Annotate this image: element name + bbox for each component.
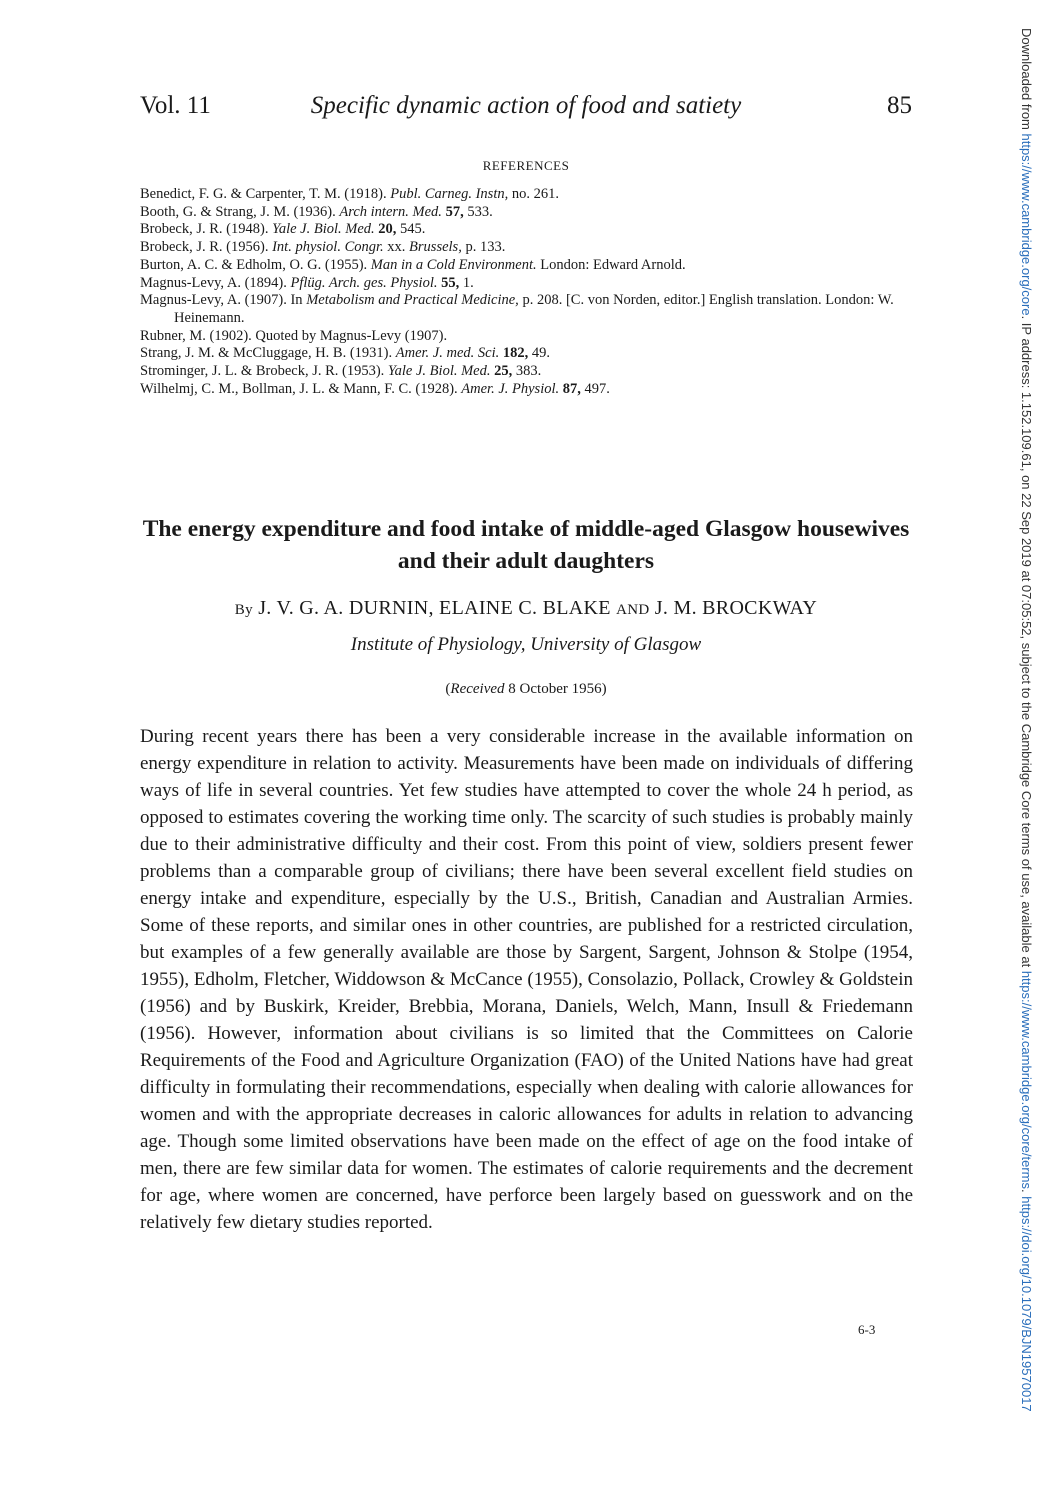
page-number: 85 bbox=[887, 92, 912, 119]
notice-sep: . bbox=[1019, 1189, 1034, 1197]
reference-detail: no. 261. bbox=[508, 186, 559, 202]
reference-pages: 49. bbox=[528, 345, 550, 362]
reference-authors: Rubner, M. (1902). Quoted by Magnus-Levy (1907). bbox=[140, 327, 448, 344]
reference-authors: Strang, J. M. & McCluggage, H. B. (1931). bbox=[140, 345, 396, 362]
and-label: AND bbox=[616, 602, 650, 618]
reference-place: Brussels, bbox=[409, 239, 462, 256]
by-label: By bbox=[234, 602, 253, 618]
reference-authors: Wilhelmj, C. M., Bollman, J. L. & Mann, F. C. (1928). bbox=[140, 380, 462, 397]
body-paragraph: During recent years there has been a very considerable increase in the available information on energy expenditure in relation to activity. Measurements have been made on individuals of differing ways of life in several countries. Yet few studies have attempted to cover the whole 24 h period, as opposed to estimates covering the working time only. The scarcity of such studies is probably mainly due to their administrative difficulty and their cost. From this point of view, soldiers present fewer problems than a comparable group of civilians; there have been several excellent field studies on energy intake and expenditure, especially by the U.S., British, Canadian and Australian Armies. Some of these reports, and similar ones in other countries, are published for a restricted circulation, but examples of a few generally available are those by Sargent, Sargent, Johnson & Stolpe (1954, 1955), Edholm, Fletcher, Widdowson & McCance (1955), Consolazio, Pollack, Crowley & Goldstein (1956) and by Buskirk, Kreider, Brebbia, Morana, Daniels, Welch, Mann, Insull & Friedemann (1956). However, information about civilians is so limited that the Committees on Calorie Requirements of the Food and Agriculture Organization (FAO) of the United Nations have had great difficulty in formulating their recommendations, especially when dealing with calorie allowances for women and with the appropriate decreases in caloric allowances for adults in relation to advancing age. Though some limited observations have been made on the effect of age on the food intake of men, there are few similar data for women. The estimates of calorie requirements and the decrement for age, where women are concerned, have perforce been largely based on guesswork and on the relatively few dietary studies reported. bbox=[140, 726, 913, 1233]
core-link[interactable]: https://www.cambridge.org/core bbox=[1019, 133, 1034, 316]
affiliation: Institute of Physiology, University of Glasgow bbox=[350, 634, 702, 655]
reference-pages: 1. bbox=[459, 274, 474, 291]
reference-authors: Strominger, J. L. & Brobeck, J. R. (1953). bbox=[140, 363, 388, 380]
reference-journal: Yale J. Biol. Med. bbox=[387, 363, 491, 380]
reference-detail: xx. bbox=[383, 239, 410, 256]
reference-detail: London: Edward Arnold. bbox=[536, 256, 686, 273]
reference-journal: Amer. J. Physiol. bbox=[461, 380, 560, 397]
notice-prefix: Downloaded from bbox=[1019, 28, 1034, 134]
reference-pages: 533. bbox=[463, 203, 493, 220]
volume-label: Vol. 11 bbox=[140, 92, 211, 119]
reference-volume: 182, bbox=[502, 345, 529, 362]
running-title: Specific dynamic action of food and satiety bbox=[310, 92, 742, 119]
running-head bbox=[140, 92, 912, 132]
reference-item bbox=[140, 381, 920, 399]
reference-journal: Arch intern. Med. bbox=[339, 203, 442, 220]
reference-item bbox=[140, 186, 920, 204]
references-heading: REFERENCES bbox=[482, 158, 570, 173]
reference-authors: Burton, A. C. & Edholm, O. G. (1955). bbox=[140, 256, 371, 273]
reference-volume: 20, bbox=[378, 221, 397, 238]
reference-item bbox=[140, 292, 920, 327]
reference-journal: Yale J. Biol. Med. bbox=[272, 221, 375, 238]
reference-pages-extra: p. 133. bbox=[461, 239, 506, 256]
received-date-value: 8 October 1956 bbox=[508, 681, 602, 697]
reference-volume: 57, bbox=[445, 203, 464, 220]
reference-authors: Brobeck, J. R. (1948). bbox=[140, 221, 273, 238]
reference-pages: 497. bbox=[580, 380, 610, 397]
reference-authors: Magnus-Levy, A. (1907). In bbox=[140, 292, 307, 309]
authors-last: J. M. BROCKWAY bbox=[654, 597, 818, 619]
reference-journal: Publ. Carneg. Instn, bbox=[390, 186, 509, 202]
reference-authors: Benedict, F. G. & Carpenter, T. M. (1918). bbox=[140, 186, 391, 202]
reference-pages: 383. bbox=[512, 363, 542, 380]
received-label: Received bbox=[450, 681, 505, 697]
references-list bbox=[140, 186, 920, 398]
reference-item bbox=[140, 328, 920, 346]
reference-item bbox=[140, 204, 920, 222]
terms-link[interactable]: https://www.cambridge.org/core/terms bbox=[1019, 970, 1034, 1190]
reference-volume: 55, bbox=[441, 274, 460, 291]
reference-authors: Booth, G. & Strang, J. M. (1936). bbox=[140, 203, 340, 220]
reference-journal: Int. physiol. Congr. bbox=[272, 239, 384, 256]
reference-item bbox=[140, 345, 920, 363]
reference-journal: Amer. J. med. Sci. bbox=[395, 345, 500, 362]
reference-authors: Magnus-Levy, A. (1894). bbox=[140, 274, 291, 291]
reference-journal: Pflüg. Arch. ges. Physiol. bbox=[290, 274, 438, 291]
download-notice bbox=[1014, 28, 1034, 1468]
reference-item bbox=[140, 239, 920, 257]
reference-journal: Metabolism and Practical Medicine, bbox=[306, 292, 519, 309]
reference-item bbox=[140, 257, 920, 275]
authors-first: J. V. G. A. DURNIN, ELAINE C. BLAKE bbox=[258, 597, 611, 619]
reference-authors: Brobeck, J. R. (1956). bbox=[140, 239, 273, 256]
reference-pages: 545. bbox=[396, 221, 426, 238]
notice-middle: . IP address: 1.152.109.61, on 22 Sep 2019 at 07:05:52, subject to the Cambridge Core terms of use, available at bbox=[1019, 315, 1034, 971]
author-line bbox=[140, 597, 912, 620]
reference-item bbox=[140, 275, 920, 293]
reference-journal: Man in a Cold Environment. bbox=[370, 256, 537, 273]
article-title: The energy expenditure and food intake of middle-aged Glasgow housewives and their adult daughters bbox=[142, 516, 910, 574]
signature-mark: 6-3 bbox=[858, 1322, 876, 1337]
reference-item bbox=[140, 363, 920, 381]
reference-detail: p. 208. [C. von Norden, editor.] English translation. London: W. Heinemann. bbox=[174, 292, 894, 326]
reference-volume: 25, bbox=[494, 363, 513, 380]
doi-link[interactable]: https://doi.org/10.1079/BJN19570017 bbox=[1019, 1196, 1034, 1412]
reference-volume: 87, bbox=[562, 380, 581, 397]
reference-item bbox=[140, 221, 920, 239]
received-date: (Received 8 October 1956) bbox=[445, 681, 607, 697]
